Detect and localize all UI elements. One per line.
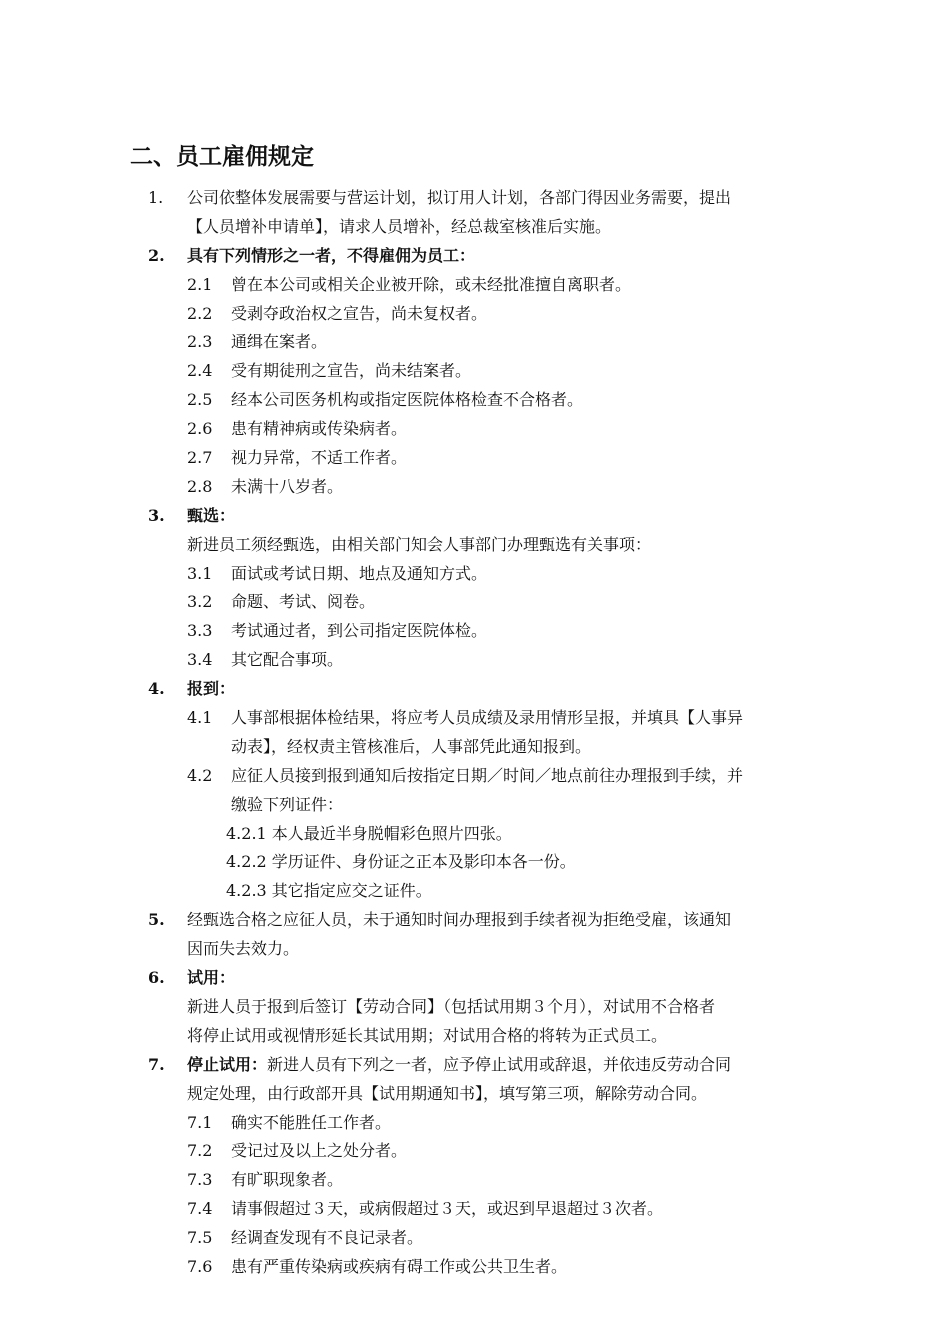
subitem-text: 经本公司医务机构或指定医院体格检查不合格者。 (231, 390, 584, 410)
subitem-text: 应征人员接到报到通知后按指定日期／时间／地点前往办理报到手续，并 (231, 765, 744, 785)
subitem-text: 考试通过者，到公司指定医院体检。 (231, 621, 488, 641)
item-5-continued (0, 935, 950, 964)
item-text: 【人员增补申请单】，请求人员增补，经总裁室核准后实施。 (187, 216, 612, 236)
subitem-number: 3.3 (187, 621, 213, 641)
subitem-4-1 (0, 704, 950, 733)
item-text-body: 新进人员有下列之一者，应予停止试用或辞退，并依违反劳动合同 (267, 1054, 732, 1074)
subitem-text: 患有严重传染病或疾病有碍工作或公共卫生者。 (231, 1256, 568, 1276)
item-heading: 报到： (187, 679, 236, 699)
subitem-number: 3.2 (187, 592, 213, 612)
item-number: 6. (148, 968, 165, 988)
subitem-number: 2.5 (187, 390, 213, 410)
subitem-2-4 (0, 357, 950, 386)
subitem-text: 患有精神病或传染病者。 (231, 419, 408, 439)
subitem-number: 2.7 (187, 448, 213, 468)
item-number: 4. (148, 679, 165, 699)
subitem-7-5 (0, 1224, 950, 1253)
subsubitem-4-2-1 (0, 820, 950, 849)
item-text: 经甄选合格之应征人员，未于通知时间办理报到手续者视为拒绝受雇，该通知 (187, 910, 732, 930)
subitem-number: 2.8 (187, 476, 213, 496)
subitem-7-3 (0, 1166, 950, 1195)
subitem-2-7 (0, 444, 950, 473)
item-7-continued (0, 1080, 950, 1109)
subitem-number: 7.5 (187, 1228, 213, 1248)
subitem-7-2 (0, 1137, 950, 1166)
subitem-text: 有旷职现象者。 (231, 1170, 344, 1190)
subitem-text: 未满十八岁者。 (231, 476, 344, 496)
subitem-number: 3.4 (187, 650, 213, 670)
subitem-2-8 (0, 473, 950, 502)
subitem-7-6 (0, 1253, 950, 1282)
item-5 (0, 906, 950, 935)
item-4 (0, 675, 950, 704)
item-2 (0, 242, 950, 271)
subitem-number: 7.2 (187, 1141, 213, 1161)
subitem-number: 3.1 (187, 563, 213, 583)
subitem-text: 受有期徒刑之宣告，尚未结案者。 (231, 361, 472, 381)
item-number: 3. (148, 505, 165, 525)
subsubitem-4-2-3 (0, 877, 950, 906)
subitem-number: 4.1 (187, 708, 213, 728)
subitem-2-6 (0, 415, 950, 444)
item-heading: 试用： (187, 968, 236, 988)
subitem-4-2 (0, 762, 950, 791)
subsubitem-4-2-2 (0, 848, 950, 877)
item-heading: 停止试用： (187, 1054, 268, 1074)
subitem-text: 通缉在案者。 (231, 332, 328, 352)
subitem-text: 其它配合事项。 (231, 650, 344, 670)
item-1-continued (0, 213, 950, 242)
item-text: 公司依整体发展需要与营运计划，拟订用人计划，各部门得因业务需要，提出 (187, 188, 732, 207)
subitem-text: 视力异常，不适工作者。 (231, 448, 408, 468)
subitem-2-1 (0, 271, 950, 300)
subitem-number: 2.3 (187, 332, 213, 352)
item-number: 2. (148, 245, 165, 265)
item-text: 新进人员于报到后签订【劳动合同】（包括试用期３个月），对试用不合格者 (187, 996, 716, 1016)
subitem-3-4 (0, 646, 950, 675)
item-number: 5. (148, 910, 165, 930)
subitem-number: 7.4 (187, 1199, 213, 1219)
item-text: 新进员工须经甄选，由相关部门知会人事部门办理甄选有关事项： (187, 534, 652, 554)
item-7 (0, 1051, 950, 1080)
subitem-4-2-continued (0, 791, 950, 820)
subitem-text: 确实不能胜任工作者。 (231, 1112, 392, 1132)
item-number: 7. (148, 1054, 165, 1074)
regulation-list (0, 184, 950, 1282)
item-heading: 具有下列情形之一者，不得雇佣为员工： (187, 245, 476, 265)
subitem-text: 曾在本公司或相关企业被开除，或未经批准擅自离职者。 (231, 274, 632, 294)
subitem-3-2 (0, 588, 950, 617)
item-heading: 甄选： (187, 505, 236, 525)
item-text: 规定处理，由行政部开具【试用期通知书】，填写第三项，解除劳动合同。 (187, 1083, 708, 1103)
subitem-text: 受剥夺政治权之宣告，尚未复权者。 (231, 303, 488, 323)
subitem-4-1-continued (0, 733, 950, 762)
subitem-text: 缴验下列证件： (231, 794, 344, 814)
item-1 (0, 184, 950, 213)
subsubitem-text: 4.2.2 学历证件、身份证之正本及影印本各一份。 (226, 852, 576, 872)
subitem-text: 受记过及以上之处分者。 (231, 1141, 408, 1161)
subitem-text: 动表】，经权责主管核准后，人事部凭此通知报到。 (231, 736, 592, 756)
subitem-text: 请事假超过３天，或病假超过３天，或迟到早退超过３次者。 (231, 1199, 664, 1219)
item-text (187, 1051, 731, 1080)
item-6-text (0, 993, 950, 1022)
subitem-number: 2.2 (187, 303, 213, 323)
item-6 (0, 964, 950, 993)
item-3 (0, 502, 950, 531)
item-number: 1. (148, 188, 164, 207)
subitem-7-4 (0, 1195, 950, 1224)
subitem-number: 7.6 (187, 1256, 213, 1276)
item-text: 将停止试用或视情形延长其试用期；对试用合格的将转为正式员工。 (187, 1025, 668, 1045)
subitem-2-5 (0, 386, 950, 415)
subsubitem-text: 4.2.3 其它指定应交之证件。 (226, 881, 432, 901)
subitem-number: 2.6 (187, 419, 213, 439)
subitem-number: 7.3 (187, 1170, 213, 1190)
subitem-number: 2.1 (187, 274, 213, 294)
subitem-2-3 (0, 328, 950, 357)
subitem-text: 面试或考试日期、地点及通知方式。 (231, 563, 488, 583)
item-3-intro (0, 531, 950, 560)
subitem-3-1 (0, 560, 950, 589)
subitem-number: 4.2 (187, 765, 213, 785)
subsubitem-text: 4.2.1 本人最近半身脱帽彩色照片四张。 (226, 823, 512, 843)
subitem-7-1 (0, 1109, 950, 1138)
subitem-text: 命题、考试、阅卷。 (231, 592, 376, 612)
item-text: 因而失去效力。 (187, 939, 300, 959)
subitem-2-2 (0, 300, 950, 329)
subitem-3-3 (0, 617, 950, 646)
subitem-text: 经调查发现有不良记录者。 (231, 1228, 424, 1248)
subitem-number: 2.4 (187, 361, 213, 381)
subitem-text: 人事部根据体检结果，将应考人员成绩及录用情形呈报，并填具【人事异 (231, 708, 744, 728)
subitem-number: 7.1 (187, 1112, 213, 1132)
section-title: 二、员工雇佣规定 (130, 144, 314, 170)
item-6-continued (0, 1022, 950, 1051)
